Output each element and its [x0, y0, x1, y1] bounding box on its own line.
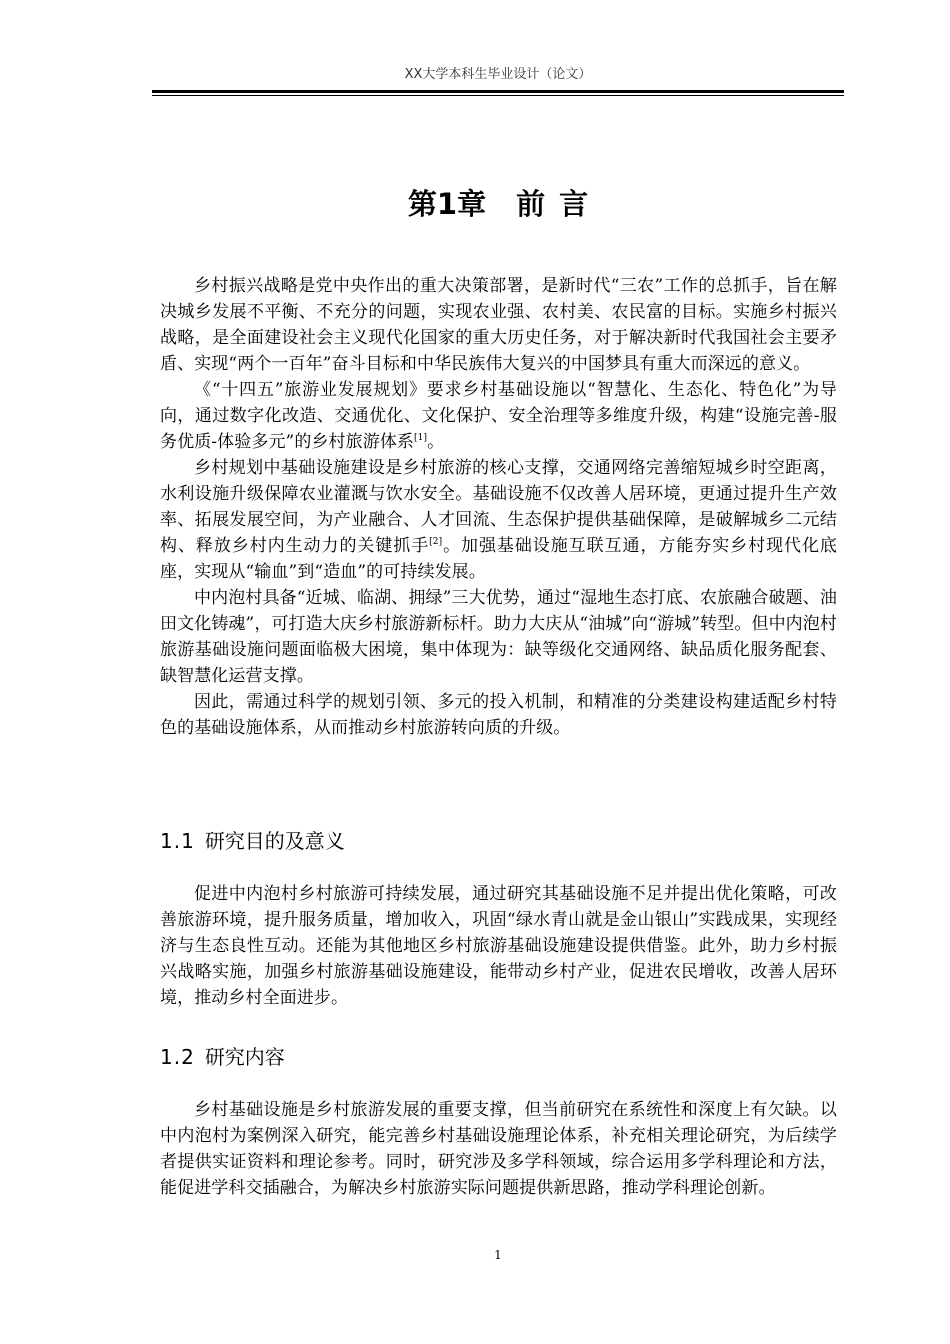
section-heading-1-1	[160, 828, 345, 854]
citation-2: [2]	[429, 537, 443, 547]
section-number-1-1: 1.1	[160, 829, 195, 853]
intro-paragraph-2-text: 《“十四五”旅游业发展规划》要求乡村基础设施以“智慧化、生态化、特色化”为导向，通过数字化改造、交通优化、文化保护、安全治理等多维度升级，构建“设施完善-服务优质-体验多元”的乡村旅游体系	[160, 380, 837, 452]
section-title-1-2: 研究内容	[204, 1045, 285, 1069]
chapter-title	[152, 184, 844, 224]
intro-paragraph-3-end: 。加强基础设施互联互通，方能夯实乡村现代化底座，实现从“输血”到“造血”的可持续发展。	[160, 536, 838, 582]
intro-section	[160, 273, 837, 741]
header-rule-thick	[152, 90, 844, 93]
section-1-2-body	[160, 1097, 837, 1201]
intro-paragraph-4: 中内泡村具备“近城、临湖、拥绿”三大优势，通过“湿地生态打底、农旅融合破题、油田文化铸魂”，可打造大庆乡村旅游新标杆。助力大庆从“油城”向“游城”转型。但中内泡村旅游基础设施问题面临极大困境，集中体现为：缺等级化交通网络、缺品质化服务配套、缺智慧化运营支撑。	[160, 588, 837, 686]
intro-paragraph-2	[160, 377, 837, 455]
header-rule-thin	[152, 95, 844, 96]
chapter-title-char-1: 前	[516, 187, 546, 221]
running-header: XX大学本科生毕业设计（论文）	[404, 67, 592, 82]
chapter-number: 第1章	[407, 187, 487, 221]
section-1-1-body	[160, 881, 837, 1011]
citation-1: [1]	[414, 433, 428, 443]
page-number: 1	[494, 1248, 502, 1262]
intro-paragraph-2-end: 。	[427, 432, 445, 452]
section-number-1-2: 1.2	[160, 1045, 195, 1069]
intro-paragraph-3	[160, 455, 837, 585]
section-1-2-paragraph-1: 乡村基础设施是乡村旅游发展的重要支撑，但当前研究在系统性和深度上有欠缺。以中内泡村为案例深入研究，能完善乡村基础设施理论体系，补充相关理论研究，为后续学者提供实证资料和理论参考。同时，研究涉及多学科领域，综合运用多学科理论和方法，能促进学科交插融合，为解决乡村旅游实际问题提供新思路，推动学科理论创新。	[160, 1100, 837, 1198]
section-heading-1-2	[160, 1044, 285, 1070]
chapter-title-char-2: 言	[559, 187, 589, 221]
intro-paragraph-1: 乡村振兴战略是党中央作出的重大决策部署，是新时代“三农”工作的总抓手，旨在解决城乡发展不平衡、不充分的问题，实现农业强、农村美、农民富的目标。实施乡村振兴战略，是全面建设社会主义现代化国家的重大历史任务，对于解决新时代我国社会主要矛盾、实现“两个一百年”奋斗目标和中华民族伟大复兴的中国梦具有重大而深远的意义。	[160, 276, 837, 374]
intro-paragraph-5: 因此，需通过科学的规划引领、多元的投入机制，和精准的分类建设构建适配乡村特色的基础设施体系，从而推动乡村旅游转向质的升级。	[160, 692, 837, 738]
section-1-1-paragraph-1: 促进中内泡村乡村旅游可持续发展，通过研究其基础设施不足并提出优化策略，可改善旅游环境，提升服务质量，增加收入，巩固“绿水青山就是金山银山”实践成果，实现经济与生态良性互动。还能为其他地区乡村旅游基础设施建设提供借鉴。此外，助力乡村振兴战略实施，加强乡村旅游基础设施建设，能带动乡村产业，促进农民增收，改善人居环境，推动乡村全面进步。	[160, 884, 837, 1008]
intro-paragraph-3-text: 乡村规划中基础设施建设是乡村旅游的核心支撑，交通网络完善缩短城乡时空距离，水利设施升级保障农业灌溉与饮水安全。基础设施不仅改善人居环境，更通过提升生产效率、拓展发展空间，为产业融合、人才回流、生态保护提供基础保障，是破解城乡二元结构、释放乡村内生动力的关键抓手	[160, 458, 837, 556]
section-title-1-1: 研究目的及意义	[204, 829, 345, 853]
